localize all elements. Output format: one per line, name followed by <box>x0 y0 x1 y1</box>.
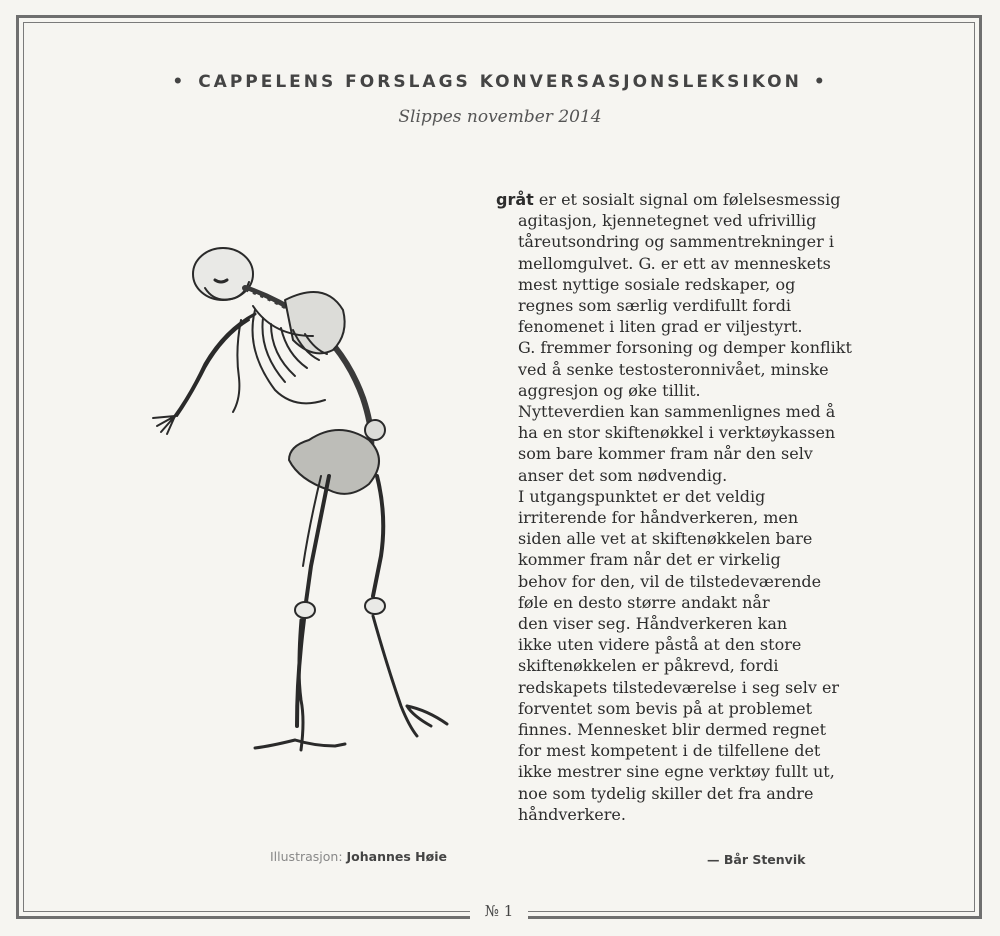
entry-line: tåreutsondring og sammentrekninger i <box>518 232 834 252</box>
entry-line: føle en desto større andakt når <box>518 592 770 612</box>
entry-line: er et sosialt signal om følelsesmessig <box>533 190 841 209</box>
lexicon-entry <box>496 189 866 825</box>
entry-line: redskapets tilstedeværelse i seg selv er <box>518 677 840 697</box>
entry-line: kommer fram når det er virkelig <box>518 550 781 570</box>
entry-line: siden alle vet at skiftenøkkelen bare <box>518 529 813 549</box>
entry-line: irriterende for håndverkeren, men <box>518 508 799 528</box>
entry-line: ved å senke testosteronnivået, minske <box>518 359 829 379</box>
entry-line: ikke mestrer sine egne verktøy fullt ut, <box>518 762 835 782</box>
entry-line: Nytteverdien kan sammenlignes med å <box>518 402 836 422</box>
entry-line: som bare kommer fram når den selv <box>518 444 813 464</box>
title-text: CAPPELENS FORSLAGS KONVERSASJONSLEKSIKON <box>198 72 802 92</box>
entry-line: noe som tydelig skiller det fra andre <box>518 783 814 803</box>
author-signature: — Bår Stenvik <box>707 852 806 867</box>
entry-headword: gråt <box>496 190 534 209</box>
entry-line: mest nyttige sosiale redskaper, og <box>518 274 796 294</box>
page-number: № 1 <box>470 900 528 922</box>
entry-line: for mest kompetent i de tilfellene det <box>518 741 821 761</box>
entry-line: aggresjon og øke tillit. <box>518 380 701 400</box>
entry-line: anser det som nødvendig. <box>518 465 728 485</box>
entry-line: ikke uten videre påstå at den store <box>518 635 802 655</box>
skeleton-illustration <box>145 240 465 780</box>
illustration-credit-label: Illustrasjon: <box>270 849 347 864</box>
entry-first-line <box>496 189 866 210</box>
entry-line: håndverkere. <box>518 804 626 824</box>
entry-line: ha en stor skiftenøkkel i verktøykassen <box>518 423 836 443</box>
entry-line: regnes som særlig verdifullt fordi <box>518 296 792 316</box>
release-subtitle: Slippes november 2014 <box>398 107 602 127</box>
illustration-credit <box>270 849 447 864</box>
entry-line: I utgangspunktet er det veldig <box>518 486 766 506</box>
title-bullet-left: • <box>172 72 187 92</box>
entry-line: fenomenet i liten grad er viljestyrt. <box>518 317 803 337</box>
entry-line: behov for den, vil de tilstedeværende <box>518 571 822 591</box>
publication-title <box>0 72 1000 92</box>
entry-line: den viser seg. Håndverkeren kan <box>518 614 788 634</box>
entry-line: finnes. Mennesket blir dermed regnet <box>518 720 827 740</box>
entry-line: mellomgulvet. G. er ett av menneskets <box>518 253 831 273</box>
title-bullet-right: • <box>813 72 828 92</box>
entry-line: skiftenøkkelen er påkrevd, fordi <box>518 656 779 676</box>
entry-line: forventet som bevis på at problemet <box>518 698 813 718</box>
entry-line: agitasjon, kjennetegnet ved ufrivillig <box>518 211 817 231</box>
illustrator-name: Johannes Høie <box>346 849 447 864</box>
entry-line: G. fremmer forsoning og demper konflikt <box>518 338 852 358</box>
